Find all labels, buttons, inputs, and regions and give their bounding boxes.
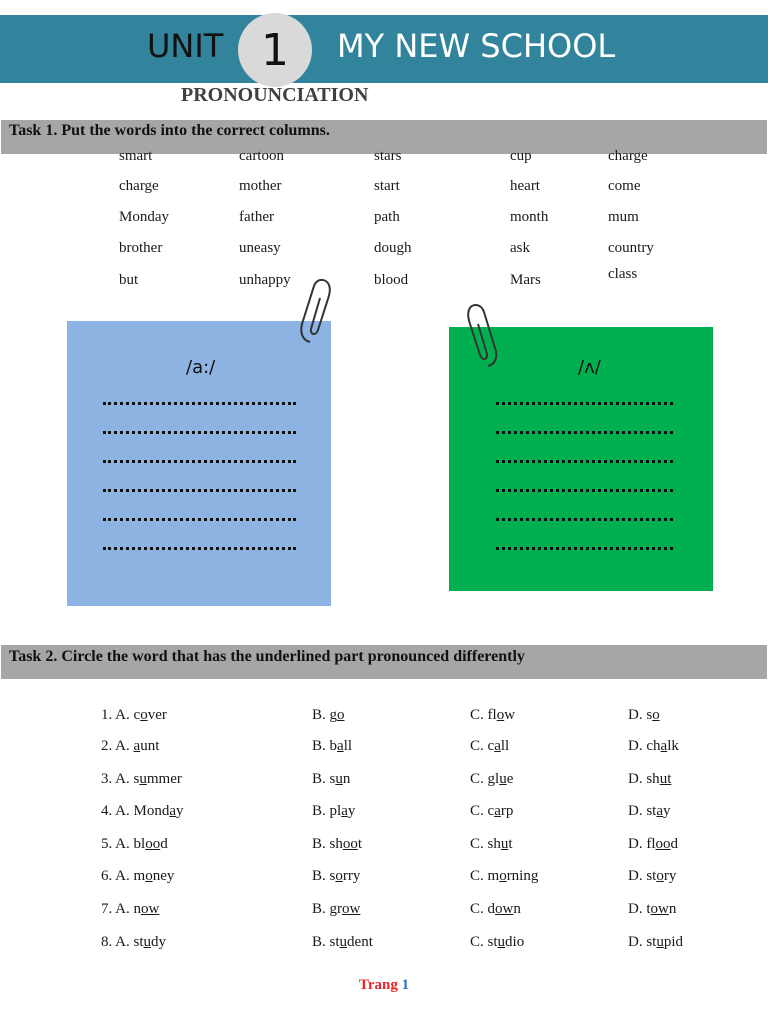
word-item: country <box>608 240 654 256</box>
underlined-part: o <box>656 868 664 884</box>
word-item: blood <box>374 272 409 288</box>
underlined-part: a <box>656 803 664 819</box>
word-item: dough <box>374 240 412 256</box>
word-suffix: ll <box>500 738 510 754</box>
unit-title: MY NEW SCHOOL <box>337 27 616 65</box>
option-label: D. <box>628 738 647 754</box>
option-d[interactable] <box>628 771 671 788</box>
word-suffix: dent <box>347 934 373 950</box>
option-label: 2. A. <box>101 738 134 754</box>
word-prefix: n <box>133 901 142 917</box>
word-prefix: t <box>646 901 651 917</box>
word-suffix: ll <box>343 738 353 754</box>
option-b[interactable] <box>312 934 373 951</box>
underlined-part: ow <box>342 901 361 917</box>
option-c[interactable] <box>470 738 509 755</box>
word-suffix: d <box>670 836 679 852</box>
word-suffix: rning <box>506 868 539 884</box>
option-d[interactable] <box>628 868 676 885</box>
option-c[interactable] <box>470 836 513 853</box>
option-label: C. <box>470 868 488 884</box>
option-label: D. <box>628 836 647 852</box>
word-item: class <box>608 266 638 282</box>
word-prefix: m <box>133 868 146 884</box>
word-prefix: sh <box>487 836 501 852</box>
option-label: C. <box>470 771 488 787</box>
underlined-part: ut <box>659 771 672 787</box>
option-label: D. <box>628 707 647 723</box>
option-label: D. <box>628 868 647 884</box>
page-number: 1 <box>401 977 410 993</box>
word-item: stars <box>374 148 402 164</box>
word-suffix: dio <box>505 934 525 950</box>
underlined-part: oo <box>655 836 671 852</box>
word-suffix: lk <box>667 738 679 754</box>
word-prefix: s <box>329 771 336 787</box>
word-prefix: st <box>646 934 657 950</box>
option-d[interactable] <box>628 934 683 951</box>
option-b[interactable] <box>312 901 360 918</box>
option-label: B. <box>312 868 330 884</box>
word-suffix: t <box>508 836 513 852</box>
word-item: path <box>374 209 400 225</box>
underlined-part: a <box>494 803 501 819</box>
sticky-note-a-long <box>67 321 331 606</box>
option-label: B. <box>312 836 330 852</box>
word-prefix: st <box>646 868 657 884</box>
underlined-part: u <box>656 934 664 950</box>
underlined-part: o <box>652 707 660 723</box>
option-b[interactable] <box>312 707 345 724</box>
unit-number-badge <box>238 13 312 87</box>
word-prefix: st <box>646 803 657 819</box>
option-c[interactable] <box>470 934 524 951</box>
underlined-part: a <box>133 738 141 754</box>
blank-line[interactable] <box>103 425 296 434</box>
option-label: C. <box>470 934 488 950</box>
underlined-part: o <box>499 868 507 884</box>
word-item: mum <box>608 209 639 225</box>
blank-line[interactable] <box>103 396 296 405</box>
option-d[interactable] <box>628 901 676 918</box>
option-label: B. <box>312 901 330 917</box>
word-item: start <box>374 178 400 194</box>
blank-line[interactable] <box>103 512 296 521</box>
sound-label-a: /a:/ <box>186 357 216 378</box>
word-suffix: rry <box>342 868 361 884</box>
option-label: C. <box>470 901 488 917</box>
word-prefix: pl <box>329 803 342 819</box>
word-item: uneasy <box>239 240 281 256</box>
option-a[interactable] <box>101 771 182 788</box>
word-suffix: y <box>347 803 356 819</box>
word-prefix: s <box>329 868 336 884</box>
unit-number: 1 <box>261 24 289 76</box>
word-suffix: ney <box>152 868 175 884</box>
underlined-part: u <box>339 934 348 950</box>
word-item: smart <box>119 148 153 164</box>
word-prefix: st <box>329 934 340 950</box>
word-prefix: d <box>487 901 496 917</box>
option-a[interactable] <box>101 803 184 820</box>
word-prefix: Mond <box>133 803 170 819</box>
underlined-part: u <box>497 934 506 950</box>
option-label: C. <box>470 738 488 754</box>
underlined-part: u <box>500 836 509 852</box>
option-d[interactable] <box>628 836 678 853</box>
option-label: 7. A. <box>101 901 134 917</box>
underlined-part: oo <box>145 836 161 852</box>
word-prefix: st <box>133 934 144 950</box>
option-a[interactable] <box>101 707 167 724</box>
word-suffix: mmer <box>146 771 182 787</box>
option-c[interactable] <box>470 868 538 885</box>
option-c[interactable] <box>470 707 515 724</box>
option-label: 5. A. <box>101 836 134 852</box>
blank-line[interactable] <box>496 541 673 550</box>
underlined-part: ow <box>495 901 514 917</box>
word-suffix: y <box>663 803 671 819</box>
option-label: B. <box>312 707 330 723</box>
word-suffix: pid <box>663 934 684 950</box>
option-label: C. <box>470 803 488 819</box>
underlined-part: a <box>341 803 348 819</box>
blank-line[interactable] <box>496 425 673 434</box>
option-a[interactable] <box>101 836 168 853</box>
option-label: D. <box>628 803 647 819</box>
blank-line[interactable] <box>103 483 296 492</box>
blank-line[interactable] <box>496 454 673 463</box>
underlined-part: o <box>335 868 343 884</box>
option-label: B. <box>312 803 330 819</box>
option-label: D. <box>628 934 647 950</box>
word-suffix: t <box>357 836 363 852</box>
word-item: brother <box>119 240 163 256</box>
option-d[interactable] <box>628 803 671 820</box>
word-item: mother <box>239 178 282 194</box>
underlined-part: a <box>169 803 177 819</box>
footer-word: Trang <box>358 977 398 993</box>
word-prefix: gl <box>487 771 500 787</box>
word-prefix: s <box>133 771 140 787</box>
word-item: cup <box>510 148 532 164</box>
word-item: charge <box>119 178 159 194</box>
word-suffix: e <box>506 771 514 787</box>
option-a[interactable] <box>101 868 174 885</box>
option-label: 4. A. <box>101 803 134 819</box>
unit-label: UNIT <box>147 27 224 65</box>
option-label: 6. A. <box>101 868 134 884</box>
word-item: unhappy <box>239 272 291 288</box>
option-label: B. <box>312 934 330 950</box>
word-suffix: ry <box>663 868 677 884</box>
word-item: month <box>510 209 549 225</box>
underlined-part: o <box>496 707 505 723</box>
word-suffix: d <box>160 836 168 852</box>
word-prefix: c <box>487 803 495 819</box>
word-item: but <box>119 272 139 288</box>
underlined-part: o <box>337 707 345 723</box>
option-b[interactable] <box>312 738 352 755</box>
paperclip-icon <box>462 300 502 372</box>
option-label: B. <box>312 738 330 754</box>
word-prefix: b <box>329 738 338 754</box>
underlined-part: a <box>660 738 668 754</box>
word-item: ask <box>510 240 530 256</box>
page-footer <box>0 977 768 994</box>
word-item: father <box>239 209 274 225</box>
word-item: Mars <box>510 272 541 288</box>
word-prefix: s <box>646 707 653 723</box>
option-b[interactable] <box>312 803 355 820</box>
blank-line[interactable] <box>496 512 673 521</box>
option-d[interactable] <box>628 738 679 755</box>
word-prefix: fl <box>487 707 497 723</box>
word-item: come <box>608 178 641 194</box>
blank-line[interactable] <box>103 541 296 550</box>
underlined-part: o <box>145 868 153 884</box>
word-prefix: gr <box>329 901 343 917</box>
word-prefix: sh <box>329 836 343 852</box>
word-suffix: w <box>504 707 516 723</box>
word-suffix: n <box>668 901 677 917</box>
underlined-part: u <box>335 771 343 787</box>
word-suffix: y <box>176 803 184 819</box>
underlined-part: ow <box>650 901 669 917</box>
blank-line[interactable] <box>496 396 673 405</box>
option-label: C. <box>470 836 488 852</box>
option-b[interactable] <box>312 868 360 885</box>
option-label: D. <box>628 901 647 917</box>
sound-label-u: /ʌ/ <box>578 357 601 378</box>
word-item: Monday <box>119 209 169 225</box>
option-c[interactable] <box>470 771 513 788</box>
underlined-part: u <box>143 934 152 950</box>
option-label: 1. A. <box>101 707 134 723</box>
word-prefix: ch <box>646 738 661 754</box>
paperclip-icon <box>296 276 336 348</box>
word-prefix: st <box>487 934 498 950</box>
task2-instruction: Task 2. Circle the word that has the underlined part pronounced differently <box>1 645 767 679</box>
option-a[interactable] <box>101 738 159 755</box>
blank-line[interactable] <box>496 483 673 492</box>
underlined-part: u <box>499 771 507 787</box>
option-c[interactable] <box>470 901 521 918</box>
underlined-part: o <box>140 707 148 723</box>
underlined-part: oo <box>342 836 358 852</box>
option-label: D. <box>628 771 647 787</box>
underlined-part: u <box>139 771 147 787</box>
word-prefix: c <box>487 738 495 754</box>
word-suffix: dy <box>151 934 167 950</box>
word-suffix: n <box>342 771 351 787</box>
word-prefix: m <box>487 868 500 884</box>
underlined-part: ow <box>141 901 160 917</box>
blank-line[interactable] <box>103 454 296 463</box>
option-b[interactable] <box>312 771 350 788</box>
option-label: 8. A. <box>101 934 134 950</box>
word-suffix: n <box>513 901 521 917</box>
word-prefix: bl <box>133 836 146 852</box>
word-prefix: sh <box>646 771 660 787</box>
underlined-part: a <box>337 738 344 754</box>
option-a[interactable] <box>101 934 166 951</box>
word-prefix: c <box>133 707 141 723</box>
word-suffix: ver <box>147 707 167 723</box>
section-title: PRONOUNCIATION <box>181 84 369 106</box>
option-b[interactable] <box>312 836 362 853</box>
underlined-part: a <box>494 738 501 754</box>
word-item: cartoon <box>239 148 284 164</box>
word-prefix: g <box>329 707 338 723</box>
word-suffix: rp <box>500 803 514 819</box>
option-label: 3. A. <box>101 771 134 787</box>
option-c[interactable] <box>470 803 513 820</box>
option-d[interactable] <box>628 707 660 724</box>
word-suffix: unt <box>140 738 160 754</box>
option-label: B. <box>312 771 330 787</box>
word-item: heart <box>510 178 540 194</box>
word-prefix: fl <box>646 836 656 852</box>
option-label: C. <box>470 707 488 723</box>
option-a[interactable] <box>101 901 159 918</box>
task1-instruction: Task 1. Put the words into the correct columns. <box>1 120 767 154</box>
word-item: charge <box>608 148 648 164</box>
